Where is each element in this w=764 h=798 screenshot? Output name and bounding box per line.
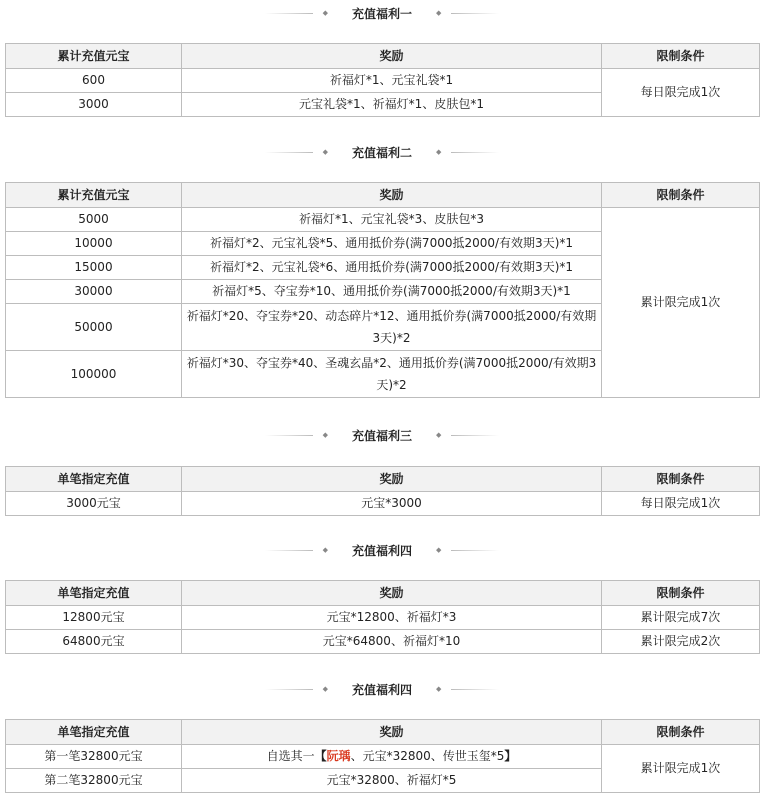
reward-table-3 (5, 466, 760, 516)
reward-cell: 元宝*3000 (182, 492, 602, 516)
section-title: 充值福利一 (351, 6, 412, 21)
reward-cell: 祈福灯*2、元宝礼袋*6、通用抵价券(满7000抵2000/有效期3天)*1 (182, 256, 602, 280)
limit-cell: 每日限完成1次 (602, 69, 760, 117)
column-header-reward: 奖励 (182, 720, 602, 745)
column-header-reward: 奖励 (182, 183, 602, 208)
reward-cell: 元宝*12800、祈福灯*3 (182, 606, 602, 630)
table-row (6, 492, 760, 516)
reward-highlight: 阮瑀 (326, 749, 351, 763)
divider-line (265, 152, 313, 153)
amount-cell: 3000元宝 (6, 492, 182, 516)
table-row (6, 606, 760, 630)
section-header-5 (0, 679, 764, 699)
diamond-icon: ◆ (436, 431, 442, 439)
divider-line (451, 689, 499, 690)
reward-table-4 (5, 580, 760, 654)
section-title: 充值福利三 (351, 428, 412, 443)
diamond-icon: ◆ (322, 431, 328, 439)
amount-cell: 12800元宝 (6, 606, 182, 630)
reward-prefix: 自选其一 (266, 749, 315, 763)
table-header-row (6, 44, 760, 69)
reward-cell: 元宝礼袋*1、祈福灯*1、皮肤包*1 (182, 93, 602, 117)
amount-cell: 第一笔32800元宝 (6, 745, 182, 769)
diamond-icon: ◆ (436, 546, 442, 554)
section-title: 充值福利四 (351, 543, 412, 558)
diamond-icon: ◆ (322, 148, 328, 156)
reward-rest: 、元宝*32800、传世玉玺*5 (350, 749, 505, 763)
column-header-limit: 限制条件 (602, 183, 760, 208)
limit-cell: 累计限完成1次 (602, 745, 760, 793)
section-header-2 (0, 142, 764, 162)
divider-line (451, 13, 499, 14)
column-header-amount: 累计充值元宝 (6, 183, 182, 208)
section-header-3 (0, 425, 764, 445)
reward-table-2 (5, 182, 760, 398)
amount-cell: 50000 (6, 304, 182, 351)
limit-cell: 累计限完成1次 (602, 208, 760, 398)
amount-cell: 15000 (6, 256, 182, 280)
limit-cell: 每日限完成1次 (602, 492, 760, 516)
divider-line (451, 550, 499, 551)
diamond-icon: ◆ (322, 546, 328, 554)
column-header-reward: 奖励 (182, 581, 602, 606)
table-row (6, 630, 760, 654)
amount-cell: 3000 (6, 93, 182, 117)
column-header-reward: 奖励 (182, 44, 602, 69)
reward-cell: 元宝*32800、祈福灯*5 (182, 769, 602, 793)
reward-table-1 (5, 43, 760, 117)
diamond-icon: ◆ (436, 148, 442, 156)
column-header-limit: 限制条件 (602, 581, 760, 606)
divider-line (265, 550, 313, 551)
table-header-row (6, 467, 760, 492)
diamond-icon: ◆ (322, 9, 328, 17)
bracket-close: 】 (504, 749, 517, 763)
amount-cell: 64800元宝 (6, 630, 182, 654)
divider-line (265, 689, 313, 690)
reward-cell (182, 745, 602, 769)
reward-cell: 祈福灯*1、元宝礼袋*1 (182, 69, 602, 93)
table-header-row (6, 720, 760, 745)
column-header-amount: 单笔指定充值 (6, 467, 182, 492)
reward-cell: 祈福灯*5、夺宝券*10、通用抵价券(满7000抵2000/有效期3天)*1 (182, 280, 602, 304)
column-header-limit: 限制条件 (602, 44, 760, 69)
column-header-amount: 累计充值元宝 (6, 44, 182, 69)
amount-cell: 100000 (6, 351, 182, 398)
bracket-open: 【 (314, 749, 327, 763)
table-row (6, 208, 760, 232)
divider-line (265, 13, 313, 14)
diamond-icon: ◆ (322, 685, 328, 693)
section-header-4 (0, 540, 764, 560)
section-title: 充值福利四 (351, 682, 412, 697)
column-header-limit: 限制条件 (602, 720, 760, 745)
section-header-1 (0, 3, 764, 23)
amount-cell: 600 (6, 69, 182, 93)
reward-table-5 (5, 719, 760, 793)
column-header-amount: 单笔指定充值 (6, 581, 182, 606)
divider-line (451, 152, 499, 153)
amount-cell: 第二笔32800元宝 (6, 769, 182, 793)
divider-line (265, 435, 313, 436)
reward-cell: 祈福灯*20、夺宝券*20、动态碎片*12、通用抵价券(满7000抵2000/有效期3天)*2 (182, 304, 602, 351)
diamond-icon: ◆ (436, 685, 442, 693)
section-title: 充值福利二 (351, 145, 412, 160)
reward-cell: 元宝*64800、祈福灯*10 (182, 630, 602, 654)
limit-cell: 累计限完成7次 (602, 606, 760, 630)
reward-cell: 祈福灯*30、夺宝券*40、圣魂玄晶*2、通用抵价券(满7000抵2000/有效期3天)*2 (182, 351, 602, 398)
limit-cell: 累计限完成2次 (602, 630, 760, 654)
table-row (6, 745, 760, 769)
column-header-limit: 限制条件 (602, 467, 760, 492)
column-header-reward: 奖励 (182, 467, 602, 492)
column-header-amount: 单笔指定充值 (6, 720, 182, 745)
table-header-row (6, 183, 760, 208)
table-row (6, 69, 760, 93)
divider-line (451, 435, 499, 436)
diamond-icon: ◆ (436, 9, 442, 17)
amount-cell: 10000 (6, 232, 182, 256)
amount-cell: 5000 (6, 208, 182, 232)
table-header-row (6, 581, 760, 606)
reward-cell: 祈福灯*2、元宝礼袋*5、通用抵价券(满7000抵2000/有效期3天)*1 (182, 232, 602, 256)
amount-cell: 30000 (6, 280, 182, 304)
reward-cell: 祈福灯*1、元宝礼袋*3、皮肤包*3 (182, 208, 602, 232)
